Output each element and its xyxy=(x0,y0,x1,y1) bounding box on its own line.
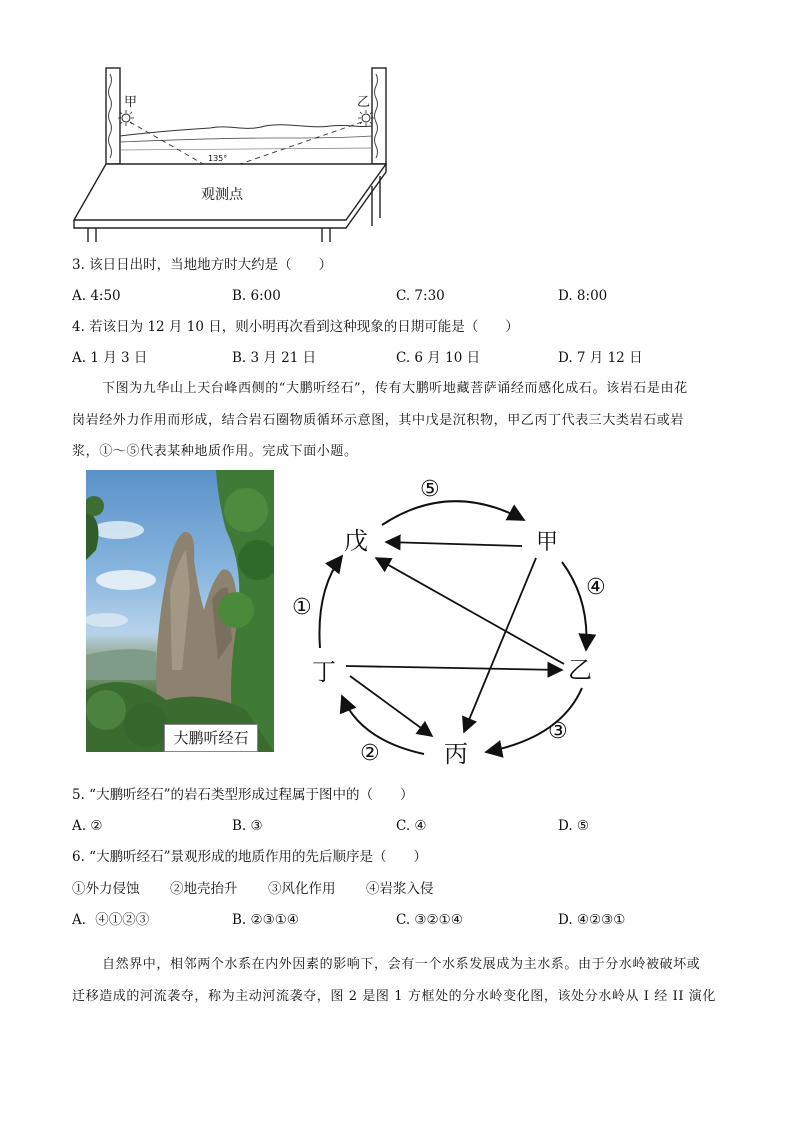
q5-option-b[interactable]: B. ③ xyxy=(232,818,263,834)
q5-option-d[interactable]: D. ⑤ xyxy=(558,818,590,834)
passage-3-line-2: 迁移造成的河流袭夺，称为主动河流袭夺，图 2 是图 1 方框处的分水岭变化图，该处分水岭从 I 经 II 演化 xyxy=(72,989,717,1004)
q4-option-c[interactable]: C. 6 月 10 日 xyxy=(396,350,481,366)
question-6-stem: 6. “大鹏听经石”景观形成的地质作用的先后顺序是（ ） xyxy=(72,849,427,865)
q6-choice-4: ④岩浆入侵 xyxy=(366,881,434,897)
observation-point-label: 观测点 xyxy=(201,187,243,203)
q3-option-b[interactable]: B. 6:00 xyxy=(232,288,281,304)
passage-3-line-1: 自然界中，相邻两个水系在内外因素的影响下，会有一个水系发展成为主水系。由于分水岭被破坏或 xyxy=(102,957,701,972)
process-3: ③ xyxy=(548,719,568,744)
arrow-jia-to-wu xyxy=(386,542,522,546)
sunrise-window-figure xyxy=(70,66,400,244)
q6-choice-2: ②地壳抬升 xyxy=(170,881,238,897)
arrow-bing-to-ding xyxy=(342,696,424,754)
node-jia: 甲 xyxy=(536,530,559,555)
sun-left-icon xyxy=(118,110,134,126)
sun-right-icon xyxy=(358,110,374,126)
q6-option-d[interactable]: D. ④②③① xyxy=(558,912,626,928)
passage-2-line-2: 岗岩经外力作用而形成，结合岩石圈物质循环示意图，其中戊是沉积物，甲乙丙丁代表三大类岩石或岩 xyxy=(72,413,685,428)
process-1: ① xyxy=(292,595,312,620)
rock-photo xyxy=(86,470,274,752)
process-2: ② xyxy=(360,741,380,766)
question-5-stem: 5. “大鹏听经石”的岩石类型形成过程属于图中的（ ） xyxy=(72,787,414,803)
q3-option-d[interactable]: D. 8:00 xyxy=(558,288,608,304)
q4-option-d[interactable]: D. 7 月 12 日 xyxy=(558,350,643,366)
arrow-ding-to-wu xyxy=(319,556,342,648)
q5-option-c[interactable]: C. ④ xyxy=(396,818,427,834)
q6-option-b[interactable]: B. ②③①④ xyxy=(232,912,299,928)
q4-option-b[interactable]: B. 3 月 21 日 xyxy=(232,350,317,366)
node-ding: 丁 xyxy=(312,658,336,686)
passage-2-line-1: 下图为九华山上天台峰西侧的“大鹏听经石”，传有大鹏听地藏菩萨诵经而感化成石。该岩石是由花 xyxy=(102,381,688,396)
rock-cycle-diagram xyxy=(290,470,620,770)
label-yi: 乙 xyxy=(357,95,371,110)
q3-option-c[interactable]: C. 7:30 xyxy=(396,288,445,304)
q6-option-a[interactable]: A．④①②③ xyxy=(72,912,150,928)
arrow-jia-to-yi xyxy=(562,562,587,650)
node-bing: 丙 xyxy=(444,740,468,768)
arrow-ding-to-bing xyxy=(350,676,432,736)
q6-choice-1: ①外力侵蚀 xyxy=(72,881,140,897)
process-4: ④ xyxy=(586,575,606,600)
angle-label: 135° xyxy=(208,154,228,163)
node-yi: 乙 xyxy=(568,656,592,684)
passage-2-line-3: 浆，①～⑤代表某种地质作用。完成下面小题。 xyxy=(72,444,358,459)
rock-photo-drawing xyxy=(86,470,274,752)
label-jia: 甲 xyxy=(124,95,138,110)
arrow-wu-to-jia xyxy=(382,501,524,525)
question-3-stem: 3. 该日日出时，当地地方时大约是（ ） xyxy=(72,257,333,273)
q3-option-a[interactable]: A. 4:50 xyxy=(72,288,121,304)
q6-option-c[interactable]: C. ③②①④ xyxy=(396,912,463,928)
process-5: ⑤ xyxy=(420,477,440,502)
arrow-ding-to-yi xyxy=(346,666,562,670)
q5-option-a[interactable]: A. ② xyxy=(72,818,103,834)
arrow-jia-to-bing xyxy=(464,558,536,732)
q6-choice-3: ③风化作用 xyxy=(268,881,336,897)
node-wu: 戊 xyxy=(344,527,368,555)
q4-option-a[interactable]: A. 1 月 3 日 xyxy=(72,350,148,366)
photo-caption: 大鹏听经石 xyxy=(164,724,258,752)
arrow-yi-to-wu xyxy=(376,558,564,664)
question-4-stem: 4. 若该日为 12 月 10 日，则小明再次看到这种现象的日期可能是（ ） xyxy=(72,319,519,335)
